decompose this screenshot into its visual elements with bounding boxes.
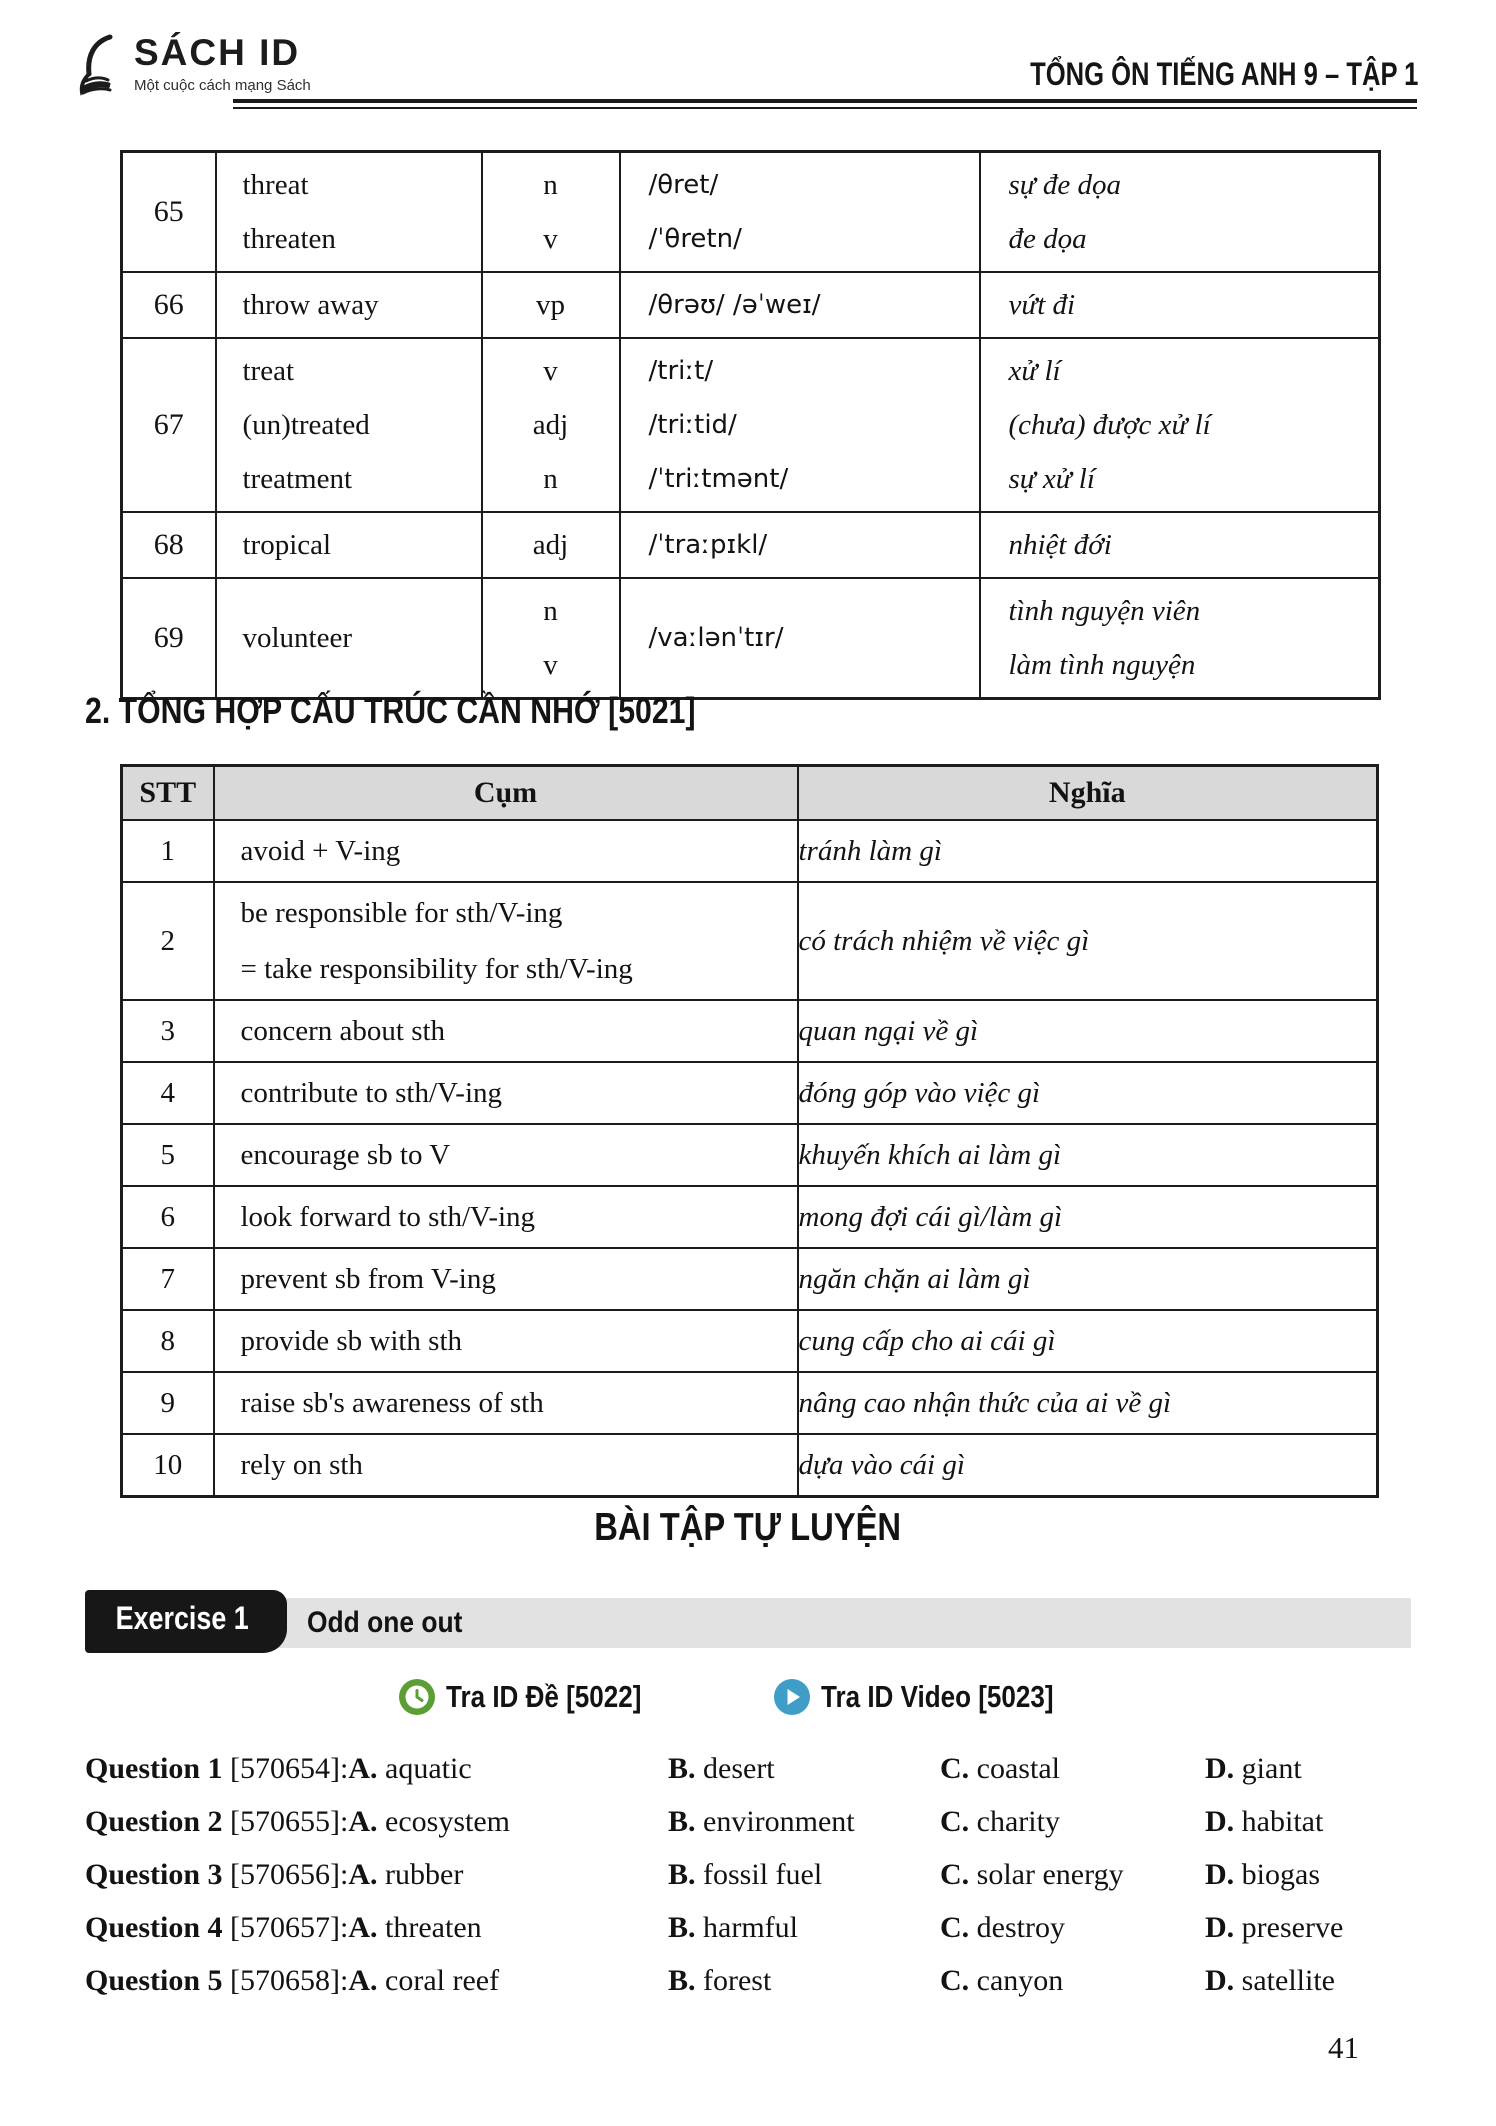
question-stem-cell [85,1858,668,1892]
vocab-pronunciation: /ˈtriːtmənt/ [648,464,789,494]
vocab-part-of-speech: v [543,648,558,681]
vocab-meaning-cell [980,512,1380,578]
vocab-meaning-cell [980,338,1380,512]
option-key: D. [1205,1963,1235,1997]
question-option: D. satellite [1205,1963,1335,1997]
structure-row [122,820,1378,882]
question-option-cell [940,1858,1205,1892]
question-option: D. biogas [1205,1857,1320,1891]
structure-phrase: provide sb with sth [240,1324,463,1357]
structure-table-header-row [122,766,1378,821]
sach-id-logo [74,34,311,105]
structure-meaning: dựa vào cái gì [798,1434,1378,1497]
logo-tagline: Một cuộc cách mạng Sách [134,77,311,94]
vocab-part-of-speech: n [543,594,558,627]
question-option-cell [1205,1964,1445,1998]
question-option-cell [668,1911,940,1945]
column-header-cum: Cụm [214,766,798,821]
question-label: Question 2 [85,1804,223,1838]
structure-meaning: đóng góp vào việc gì [798,1062,1378,1124]
option-key: D. [1205,1910,1235,1944]
structure-phrase: raise sb's awareness of sth [240,1386,544,1419]
vocab-word: treatment [242,462,353,495]
question-option: B. environment [668,1804,855,1838]
vocab-part-of-speech-cell [482,272,620,338]
vocab-row [122,338,1380,512]
structure-phrase: look forward to sth/V-ing [240,1200,536,1233]
structure-row [122,1000,1378,1062]
vocab-word-cell [216,338,482,512]
vocab-word: treat [242,354,295,387]
question-stem-cell [85,1911,668,1945]
question-option: B. fossil fuel [668,1857,823,1891]
vocab-table [120,150,1381,700]
vocab-word: threaten [242,222,336,255]
question-row [85,1848,1445,1901]
option-key: D. [1205,1857,1235,1891]
logo-title: SÁCH ID [134,32,301,73]
vocab-row [122,152,1380,273]
question-option: D. preserve [1205,1910,1344,1944]
structure-phrase: encourage sb to V [240,1138,451,1171]
vocab-part-of-speech: v [543,354,558,387]
vocab-meaning-cell [980,578,1380,699]
vocab-part-of-speech: adj [532,528,569,561]
vocab-meaning: xử lí [1008,354,1061,387]
structure-meaning: mong đợi cái gì/làm gì [798,1186,1378,1248]
question-option: C. charity [940,1804,1060,1838]
vocab-pronunciation: /θret/ [648,170,719,200]
structure-phrase-cell [214,1062,798,1124]
structure-row-number: 10 [122,1434,214,1497]
vocab-row [122,512,1380,578]
header-rule [233,99,1417,109]
structure-phrase: concern about sth [240,1014,446,1047]
question-stem-cell [85,1964,668,1998]
structure-row [122,1062,1378,1124]
vocab-row-number: 69 [122,578,216,699]
question-option-cell [1205,1752,1445,1786]
question-option-cell [940,1752,1205,1786]
book-icon [74,34,126,105]
question-option-cell [1205,1858,1445,1892]
question-option: A. rubber [348,1857,464,1891]
option-key: C. [940,1963,970,1997]
vocab-row-number: 66 [122,272,216,338]
option-key: A. [348,1910,378,1944]
vocab-part-of-speech: n [543,462,558,495]
structure-phrase: contribute to sth/V-ing [240,1076,503,1109]
question-option: C. destroy [940,1910,1065,1944]
vocab-word-cell [216,578,482,699]
question-label: Question 4 [85,1910,223,1944]
option-key: D. [1205,1751,1235,1785]
question-option-cell [940,1911,1205,1945]
structure-row-number: 1 [122,820,214,882]
question-option: A. threaten [348,1910,482,1944]
question-option-cell [1205,1911,1445,1945]
structure-row-number: 7 [122,1248,214,1310]
vocab-part-of-speech-cell [482,152,620,273]
structure-phrase: be responsible for sth/V-ing [240,896,563,929]
question-option: B. desert [668,1751,775,1785]
vocab-part-of-speech: v [543,222,558,255]
option-key: B. [668,1857,696,1891]
question-option-cell [668,1964,940,1998]
id-link-play [773,1678,1098,1716]
structure-meaning: khuyến khích ai làm gì [798,1124,1378,1186]
structure-meaning: ngăn chặn ai làm gì [798,1248,1378,1310]
question-id: [570655]: [222,1804,349,1838]
vocab-meaning: đe dọa [1008,222,1087,255]
page-number: 41 [1328,2030,1359,2065]
question-row [85,1795,1445,1848]
id-link-label: Tra ID Video [5023] [821,1679,1054,1714]
column-header-nghia: Nghĩa [798,766,1378,821]
structure-row [122,1434,1378,1497]
id-links-row [0,1678,1496,1716]
vocab-pronunciation-cell [620,272,980,338]
question-option: C. coastal [940,1751,1060,1785]
structure-meaning: quan ngại về gì [798,1000,1378,1062]
structure-phrase-cell [214,1124,798,1186]
vocab-word: throw away [242,288,379,321]
vocab-pronunciation-cell [620,578,980,699]
vocab-pronunciation: /triːt/ [648,356,714,386]
structure-phrase-cell [214,1186,798,1248]
vocab-pronunciation-cell [620,512,980,578]
question-label: Question 1 [85,1751,223,1785]
question-row [85,1954,1445,2007]
vocab-word: tropical [242,528,332,561]
vocab-part-of-speech-cell [482,512,620,578]
section2-heading: 2. TỔNG HỢP CẤU TRÚC CẦN NHỚ [5021] [85,690,696,731]
structure-row-number: 9 [122,1372,214,1434]
structure-row-number: 6 [122,1186,214,1248]
vocab-meaning: sự đe dọa [1008,168,1121,201]
vocab-row-number: 68 [122,512,216,578]
question-id: [570654]: [222,1751,349,1785]
structure-row [122,1310,1378,1372]
vocab-word: volunteer [242,621,353,654]
vocab-pronunciation-cell [620,152,980,273]
vocab-part-of-speech: n [543,168,558,201]
question-option: A. aquatic [348,1751,472,1785]
vocab-word-cell [216,512,482,578]
page-header-title: TỔNG ÔN TIẾNG ANH 9 – TẬP 1 [1029,56,1418,92]
structure-phrase-cell [214,820,798,882]
vocab-pronunciation-cell [620,338,980,512]
option-key: A. [348,1804,378,1838]
vocab-word: (un)treated [242,408,370,441]
structure-row-number: 4 [122,1062,214,1124]
vocab-part-of-speech-cell [482,578,620,699]
vocab-pronunciation: /triːtid/ [648,410,737,440]
option-key: C. [940,1910,970,1944]
practice-section-title-text: BÀI TẬP TỰ LUYỆN [594,1506,902,1549]
column-header-stt: STT [122,766,214,821]
vocab-pronunciation: /vaːlənˈtɪr/ [648,623,784,653]
question-option: B. harmful [668,1910,798,1944]
vocab-word-cell [216,152,482,273]
question-row [85,1742,1445,1795]
exercise-badge-label: Exercise 1 [115,1599,249,1636]
vocab-row [122,272,1380,338]
question-option: D. habitat [1205,1804,1324,1838]
vocab-pronunciation: /ˈθretn/ [648,224,742,254]
structure-meaning: nâng cao nhận thức của ai về gì [798,1372,1378,1434]
vocab-pronunciation: /θrəʊ/ /əˈweɪ/ [648,290,821,320]
vocab-pronunciation: /ˈtraːpɪkl/ [648,530,768,560]
vocab-part-of-speech: vp [536,288,565,321]
structure-meaning: tránh làm gì [798,820,1378,882]
id-link-label: Tra ID Đề [5022] [445,1679,642,1714]
option-key: A. [348,1857,378,1891]
structure-phrase: prevent sb from V-ing [240,1262,496,1295]
option-key: A. [348,1751,378,1785]
question-label: Question 5 [85,1963,223,1997]
question-stem-cell [85,1752,668,1786]
structure-phrase-cell [214,882,798,1000]
question-option: A. ecosystem [348,1804,510,1838]
option-key: C. [940,1751,970,1785]
vocab-word-cell [216,272,482,338]
option-key: B. [668,1804,696,1838]
question-label: Question 3 [85,1857,223,1891]
structure-phrase-cell [214,1372,798,1434]
option-key: B. [668,1751,696,1785]
structure-phrase: = take responsibility for sth/V-ing [240,952,633,985]
vocab-part-of-speech: adj [532,408,569,441]
question-option-cell [940,1805,1205,1839]
question-row [85,1901,1445,1954]
structure-row [122,1124,1378,1186]
question-option: A. coral reef [348,1963,500,1997]
structure-row-number: 2 [122,882,214,1000]
practice-section-title [0,1506,1496,1550]
vocab-row-number: 65 [122,152,216,273]
question-option-cell [940,1964,1205,1998]
vocab-meaning: làm tình nguyện [1008,648,1196,681]
exercise-name-text: Odd one out [307,1606,463,1639]
vocab-meaning: (chưa) được xử lí [1008,408,1211,441]
vocab-row [122,578,1380,699]
clock-icon [398,1678,436,1716]
question-id: [570657]: [222,1910,349,1944]
structure-phrase: avoid + V-ing [240,834,401,867]
question-option: C. solar energy [940,1857,1124,1891]
vocab-row-number: 67 [122,338,216,512]
question-option: B. forest [668,1963,772,1997]
option-key: A. [348,1963,378,1997]
exercise-badge [85,1590,287,1653]
vocab-part-of-speech-cell [482,338,620,512]
structure-meaning: cung cấp cho ai cái gì [798,1310,1378,1372]
option-key: C. [940,1857,970,1891]
question-option-cell [668,1858,940,1892]
questions-list [85,1742,1445,2007]
structure-row [122,1186,1378,1248]
exercise-name [307,1606,484,1640]
structure-phrase-cell [214,1248,798,1310]
structure-table [120,764,1379,1498]
structure-phrase-cell [214,1000,798,1062]
structure-row [122,1248,1378,1310]
vocab-meaning-cell [980,152,1380,273]
question-id: [570658]: [222,1963,349,1997]
vocab-meaning: nhiệt đới [1008,528,1112,561]
structure-row-number: 3 [122,1000,214,1062]
structure-phrase-cell [214,1310,798,1372]
option-key: B. [668,1910,696,1944]
question-stem-cell [85,1805,668,1839]
exercise-bar [85,1598,1411,1648]
option-key: C. [940,1804,970,1838]
structure-row [122,1372,1378,1434]
question-option: C. canyon [940,1963,1064,1997]
vocab-meaning: sự xử lí [1008,462,1095,495]
question-option-cell [1205,1805,1445,1839]
structure-row-number: 8 [122,1310,214,1372]
structure-phrase: rely on sth [240,1448,363,1481]
structure-phrase-cell [214,1434,798,1497]
vocab-meaning: vứt đi [1008,288,1076,321]
vocab-meaning-cell [980,272,1380,338]
question-option-cell [668,1752,940,1786]
option-key: D. [1205,1804,1235,1838]
play-icon [773,1678,811,1716]
structure-row-number: 5 [122,1124,214,1186]
id-link-clock [398,1678,679,1716]
vocab-word: threat [242,168,309,201]
question-option-cell [668,1805,940,1839]
vocab-meaning: tình nguyện viên [1008,594,1201,627]
option-key: B. [668,1963,696,1997]
structure-row [122,882,1378,1000]
structure-meaning: có trách nhiệm về việc gì [798,882,1378,1000]
question-option: D. giant [1205,1751,1302,1785]
question-id: [570656]: [222,1857,349,1891]
